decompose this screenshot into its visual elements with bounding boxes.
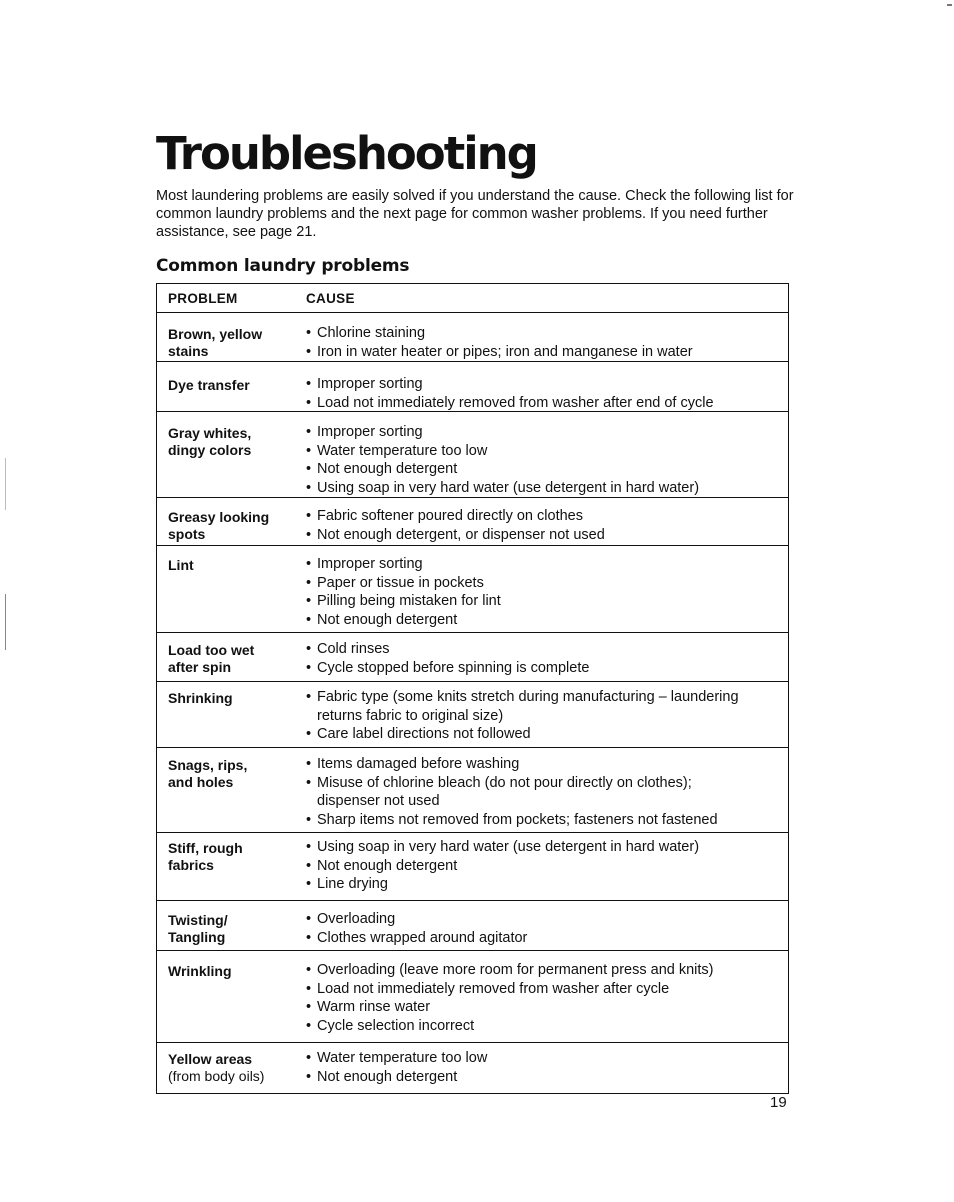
problem-cell <box>157 901 306 950</box>
cause-item: • Not enough detergent <box>306 611 788 630</box>
cause-item: • Not enough detergent <box>306 460 788 479</box>
table-row <box>157 361 788 411</box>
cause-list <box>306 910 788 947</box>
cause-cell <box>306 498 788 545</box>
problem-cell <box>157 313 306 361</box>
problem-cell <box>157 498 306 545</box>
cause-item: • Not enough detergent <box>306 1068 788 1087</box>
cause-item: • Water temperature too low <box>306 442 788 461</box>
scan-mark <box>947 4 952 6</box>
problem-label: Shrinking <box>168 690 233 706</box>
cause-item: • Clothes wrapped around agitator <box>306 929 788 948</box>
scan-mark <box>5 458 6 510</box>
intro-paragraph: Most laundering problems are easily solved if you understand the cause. Check the following list for common laundry problems and the next page for common washer problems. If you need further assistance, see page 21. <box>156 188 794 240</box>
cause-cell <box>306 1043 788 1093</box>
problem-label: Brown, yellow stains <box>168 326 263 359</box>
cause-cell <box>306 748 788 832</box>
cause-cell <box>306 546 788 632</box>
scan-mark <box>5 594 6 650</box>
problem-label: Stiff, rough fabrics <box>168 840 243 873</box>
cause-cell <box>306 833 788 900</box>
table-row <box>157 497 788 545</box>
page-number: 19 <box>770 1094 787 1111</box>
cause-item: • Improper sorting <box>306 555 788 574</box>
cause-item: • Pilling being mistaken for lint <box>306 592 788 611</box>
cause-item: • Line drying <box>306 875 788 894</box>
problem-cell <box>157 546 306 632</box>
table-row <box>157 900 788 950</box>
cause-list <box>306 838 788 894</box>
cause-item: • Cold rinses <box>306 640 788 659</box>
cause-cell <box>306 951 788 1042</box>
problem-cell <box>157 1043 306 1093</box>
problem-label: Lint <box>168 557 194 573</box>
cause-item: • Care label directions not followed <box>306 725 788 744</box>
header-problem: PROBLEM <box>168 291 238 306</box>
cause-item: • Fabric type (some knits stretch during manufacturing – laundering returns fabric to original size) <box>306 688 788 725</box>
problem-label: Dye transfer <box>168 377 250 393</box>
cause-item: • Warm rinse water <box>306 998 788 1017</box>
problem-cell <box>157 748 306 832</box>
cause-item: • Overloading <box>306 910 788 929</box>
cause-item: • Items damaged before washing <box>306 755 788 774</box>
table-row <box>157 411 788 497</box>
problem-cell <box>157 633 306 681</box>
problem-label: Gray whites, dingy colors <box>168 425 252 458</box>
table-row <box>157 747 788 832</box>
problem-note: (from body oils) <box>168 1068 265 1084</box>
cause-item: • Load not immediately removed from washer after end of cycle <box>306 394 788 413</box>
cause-item: • Using soap in very hard water (use detergent in hard water) <box>306 838 788 857</box>
section-title: Common laundry problems <box>156 256 410 276</box>
cause-list <box>306 1049 788 1086</box>
cause-cell <box>306 633 788 681</box>
cause-item: • Using soap in very hard water (use detergent in hard water) <box>306 479 788 498</box>
table-row <box>157 681 788 747</box>
cause-item: • Cycle stopped before spinning is complete <box>306 659 788 678</box>
problem-cell <box>157 682 306 747</box>
problem-label: Wrinkling <box>168 963 232 979</box>
cause-list <box>306 375 788 412</box>
problem-cell <box>157 951 306 1042</box>
problem-label: Greasy looking spots <box>168 509 270 542</box>
cause-item: • Cycle selection incorrect <box>306 1017 788 1036</box>
problem-cell <box>157 833 306 900</box>
table-row <box>157 312 788 361</box>
problem-cell <box>157 412 306 497</box>
table-header-row <box>157 284 788 312</box>
problem-label: Snags, rips, and holes <box>168 757 248 790</box>
cause-item: • Overloading (leave more room for permanent press and knits) <box>306 961 788 980</box>
cause-item: • Sharp items not removed from pockets; fasteners not fastened <box>306 811 788 830</box>
problem-label: Yellow areas <box>168 1051 253 1067</box>
table-row <box>157 950 788 1042</box>
table-row <box>157 545 788 632</box>
cause-item: • Paper or tissue in pockets <box>306 574 788 593</box>
header-cause: CAUSE <box>306 291 355 306</box>
laundry-problems-table <box>156 283 789 1094</box>
table-row <box>157 832 788 900</box>
cause-item: • Load not immediately removed from washer after cycle <box>306 980 788 999</box>
cause-cell <box>306 313 788 361</box>
cause-list <box>306 961 788 1035</box>
cause-list <box>306 507 788 544</box>
cause-list <box>306 640 788 677</box>
cause-item: • Not enough detergent, or dispenser not used <box>306 526 788 545</box>
problem-label: Load too wet after spin <box>168 642 255 675</box>
cause-list <box>306 555 788 629</box>
cause-list <box>306 324 788 361</box>
cause-list <box>306 688 788 744</box>
problem-cell <box>157 362 306 411</box>
table-row <box>157 1042 788 1093</box>
cause-item: • Fabric softener poured directly on clothes <box>306 507 788 526</box>
cause-cell <box>306 901 788 950</box>
cause-cell <box>306 362 788 411</box>
cause-item: • Chlorine staining <box>306 324 788 343</box>
problem-label: Twisting/ Tangling <box>168 912 228 945</box>
cause-cell <box>306 682 788 747</box>
cause-list <box>306 755 788 829</box>
cause-list <box>306 423 788 497</box>
cause-cell <box>306 412 788 497</box>
cause-item: • Water temperature too low <box>306 1049 788 1068</box>
cause-item: • Misuse of chlorine bleach (do not pour directly on clothes); dispenser not used <box>306 774 788 811</box>
cause-item: • Improper sorting <box>306 375 788 394</box>
cause-item: • Improper sorting <box>306 423 788 442</box>
page-title: Troubleshooting <box>156 127 537 180</box>
table-row <box>157 632 788 681</box>
cause-item: • Iron in water heater or pipes; iron and manganese in water <box>306 343 788 362</box>
cause-item: • Not enough detergent <box>306 857 788 876</box>
